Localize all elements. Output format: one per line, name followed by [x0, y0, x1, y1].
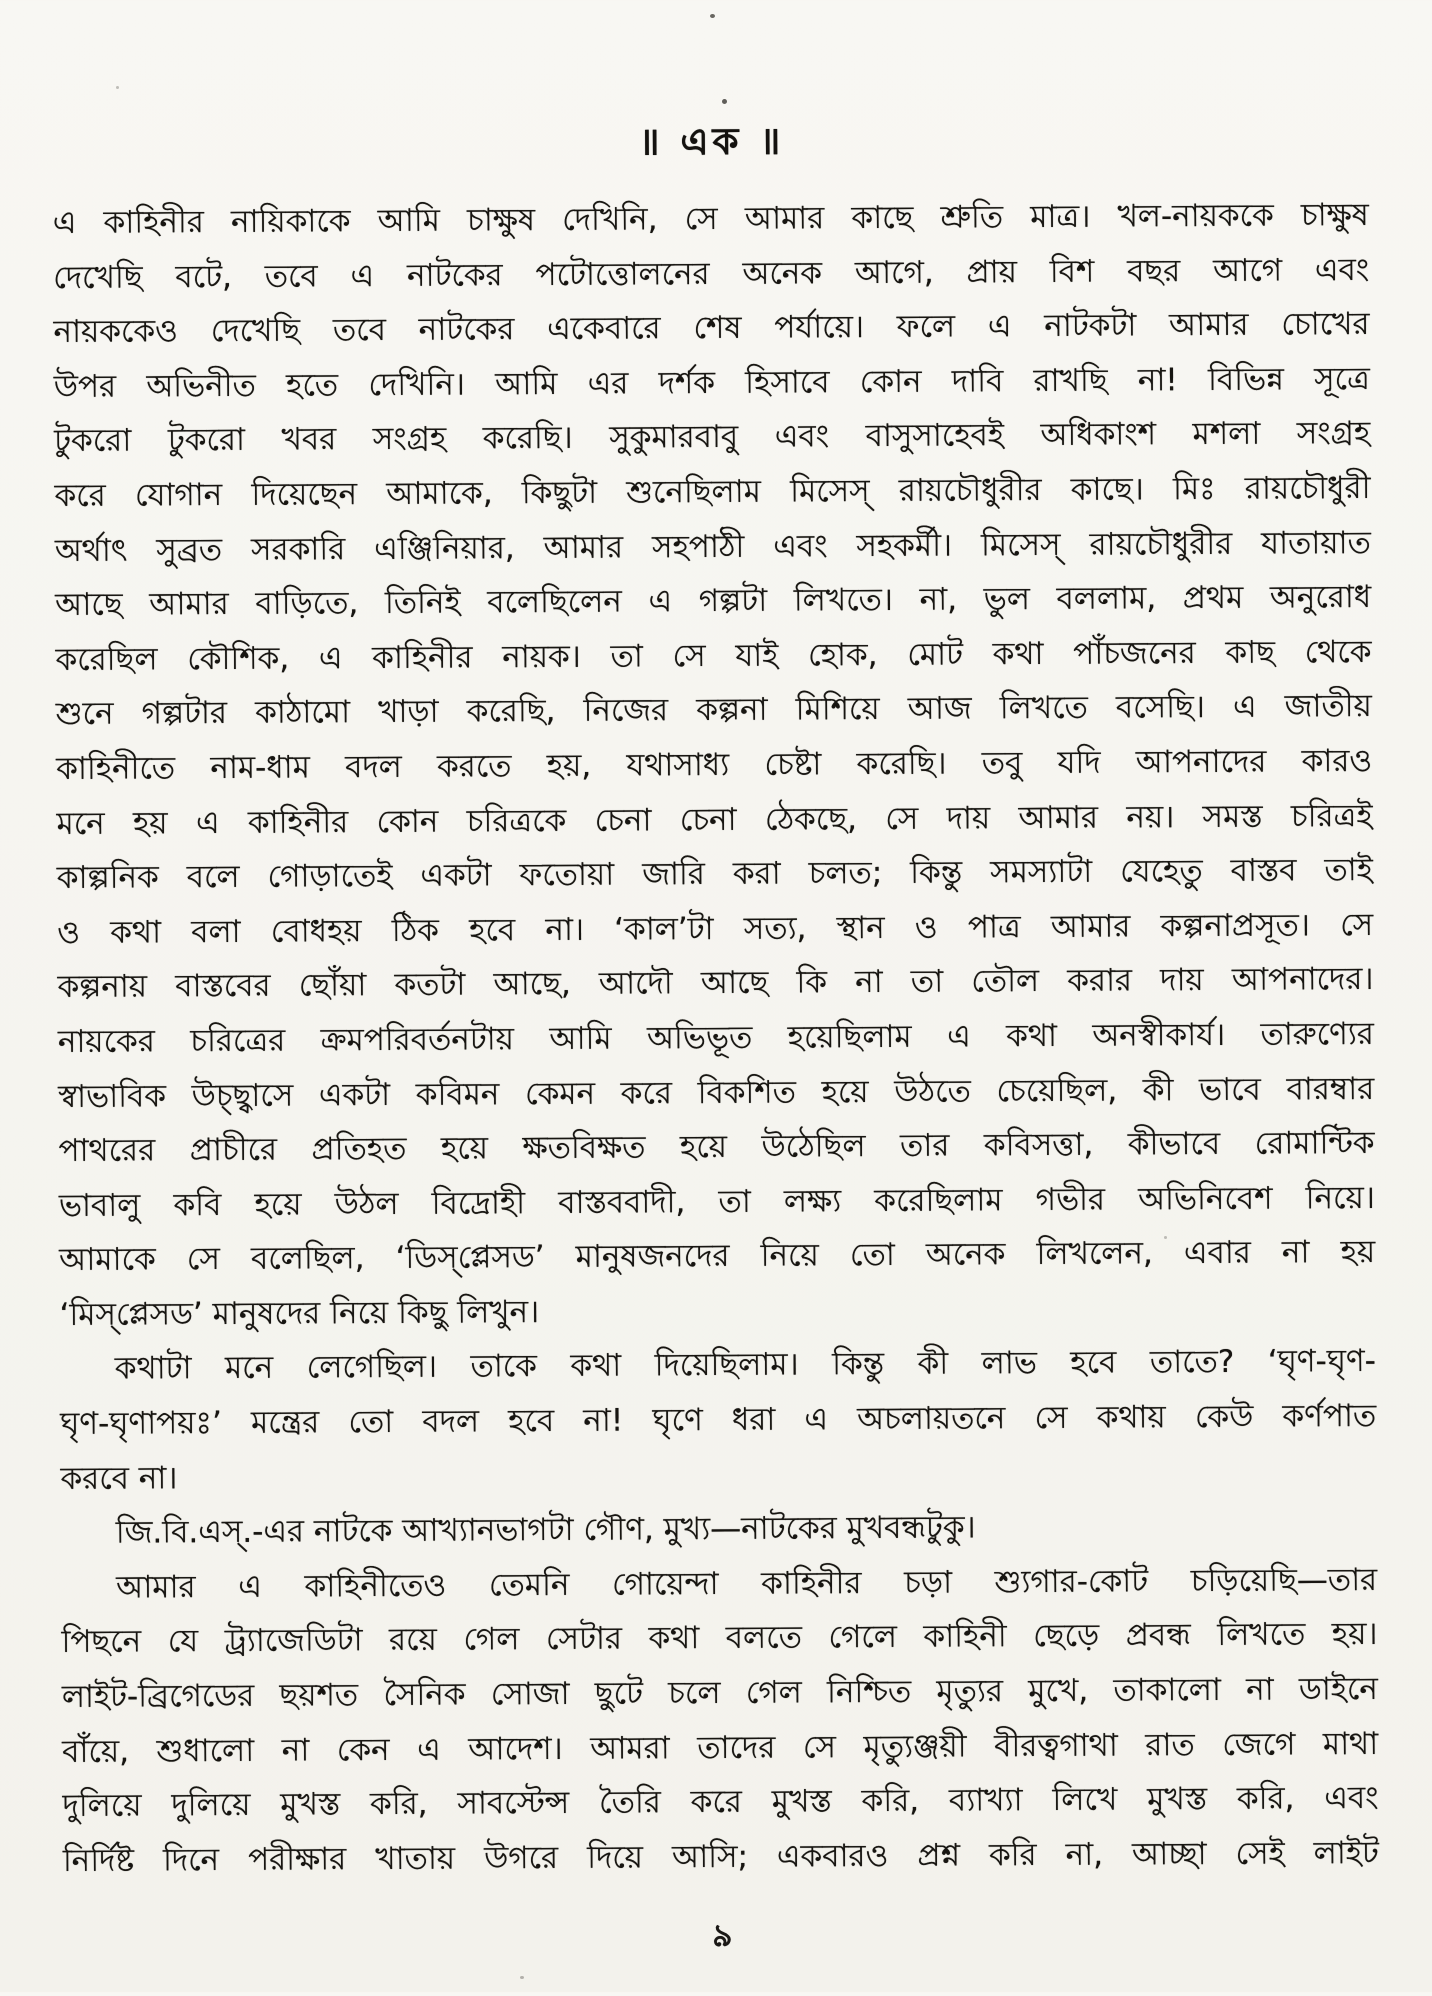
text-line: উপর অভিনীত হতে দেখিনি। আমি এর দর্শক হিসাবে কোন দাবি রাখছি না! বিভিন্ন সূত্রে — [53, 360, 1370, 405]
text-line: কল্পনায় বাস্তবের ছোঁয়া কতটা আছে, আদৌ আছে কি না তা তৌল করার দায় আপনাদের। — [57, 961, 1374, 1006]
text-line: লাইট-ব্রিগেডের ছয়শত সৈনিক সোজা ছুটে চলে গেল নিশ্চিত মৃত্যুর মুখে, তাকালো না ডাইনে — [61, 1671, 1378, 1716]
text-line: শুনে গল্পটার কাঠামো খাড়া করেছি, নিজের কল্পনা মিশিয়ে আজ লিখতে বসেছি। এ জাতীয় — [55, 688, 1372, 733]
text-line: আছে আমার বাড়িতে, তিনিই বলেছিলেন এ গল্পটা লিখতে। না, ভুল বললাম, প্রথম অনুরোধ — [55, 579, 1372, 624]
text-line: ভাবালু কবি হয়ে উঠল বিদ্রোহী বাস্তববাদী, তা লক্ষ্য করেছিলাম গভীর অভিনিবেশ নিয়ে। — [58, 1179, 1375, 1224]
scan-speck — [520, 1976, 524, 1979]
text-line: কথাটা মনে লেগেছিল। তাকে কথা দিয়েছিলাম। কিন্তু কী লাভ হবে তাতে? ‘ঘৃণ-ঘৃণ- — [114, 1343, 1376, 1388]
text-line: আমার এ কাহিনীতেও তেমনি গোয়েন্দা কাহিনীর চড়া শ্যুগার-কোট চড়িয়েছি—তার — [116, 1561, 1378, 1606]
text-line: ঘৃণ-ঘৃণাপয়ঃ’ মন্ত্রের তো বদল হবে না! ঘৃণে ধরা এ অচলায়তনে সে কথায় কেউ কর্ণপাত — [60, 1398, 1377, 1443]
text-line: দেখেছি বটে, তবে এ নাটকের পটোত্তোলনের অনেক আগে, প্রায় বিশ বছর আগে এবং — [53, 251, 1370, 296]
text-line: এ কাহিনীর নায়িকাকে আমি চাক্ষুষ দেখিনি, সে আমার কাছে শ্রুতি মাত্র। খল-নায়ককে চাক্ষুষ — [52, 196, 1369, 242]
text-line: স্বাভাবিক উচ্ছ্বাসে একটা কবিমন কেমন করে বিকশিত হয়ে উঠতে চেয়েছিল, কী ভাবে বারম্বার — [58, 1070, 1375, 1115]
text-line: কাল্পনিক বলে গোড়াতেই একটা ফতোয়া জারি করা চলত; কিন্তু সমস্যাটা যেহেতু বাস্তব তাই — [56, 852, 1373, 897]
text-line: করবে না। — [60, 1459, 178, 1497]
text-line: জি.বি.এস্.-এর নাটকে আখ্যানভাগটা গৌণ, মুখ্য—নাটকের মুখবন্ধটুকু। — [115, 1509, 976, 1551]
page-number: ৯ — [712, 1917, 733, 1955]
chapter-heading: ॥ এক ॥ — [638, 119, 785, 164]
text-line: নির্দিষ্ট দিনে পরীক্ষার খাতায় উগরে দিয়ে আসি; একবারও প্রশ্ন করি না, আচ্ছা সেই লাইট — [62, 1834, 1379, 1879]
text-line: পাথরের প্রাচীরে প্রতিহত হয়ে ক্ষতবিক্ষত হয়ে উঠেছিল তার কবিসত্তা, কীভাবে রোমান্টিক — [58, 1125, 1375, 1170]
text-line: নায়ককেও দেখেছি তবে নাটকের একেবারে শেষ পর্যায়ে। ফলে এ নাটকটা আমার চোখের — [53, 306, 1370, 351]
text-line: আমাকে সে বলেছিল, ‘ডিস্‌প্লেসড’ মানুষজনদের নিয়ে তো অনেক লিখলেন, এবার না হয় — [59, 1234, 1376, 1279]
text-line: ‘মিস্‌প্লেসড’ মানুষদের নিয়ে কিছু লিখুন। — [59, 1293, 540, 1333]
scan-speck — [116, 86, 119, 89]
text-line: পিছনে যে ট্র্যাজেডিটা রয়ে গেল সেটার কথা বলতে গেলে কাহিনী ছেড়ে প্রবন্ধ লিখতে হয়। — [61, 1616, 1378, 1661]
text-line: করে যোগান দিয়েছেন আমাকে, কিছুটা শুনেছিলাম মিসেস্ রায়চৌধুরীর কাছে। মিঃ রায়চৌধুরী — [54, 469, 1371, 515]
body-text — [53, 188, 1379, 1888]
text-line: কাহিনীতে নাম-ধাম বদল করতে হয়, যথাসাধ্য চেষ্টা করেছি। তবু যদি আপনাদের কারও — [56, 742, 1373, 787]
text-line: ও কথা বলা বোধহয় ঠিক হবে না। ‘কাল’টা সত্য, স্থান ও পাত্র আমার কল্পনাপ্রসূত। সে — [57, 906, 1374, 951]
text-line: করেছিল কৌশিক, এ কাহিনীর নায়ক। তা সে যাই হোক, মোট কথা পাঁচজনের কাছ থেকে — [55, 633, 1372, 678]
text-line: অর্থাৎ সুব্রত সরকারি এঞ্জিনিয়ার, আমার সহপাঠী এবং সহকর্মী। মিসেস্ রায়চৌধুরীর যাতায়াত — [54, 524, 1371, 569]
scan-speck — [722, 99, 727, 104]
text-line: মনে হয় এ কাহিনীর কোন চরিত্রকে চেনা চেনা ঠেকছে, সে দায় আমার নয়। সমস্ত চরিত্রই — [56, 797, 1373, 842]
text-line: বাঁয়ে, শুধালো না কেন এ আদেশ। আমরা তাদের সে মৃত্যুঞ্জয়ী বীরত্বগাথা রাত জেগে মাথা — [62, 1725, 1379, 1770]
text-line: দুলিয়ে দুলিয়ে মুখস্ত করি, সাবস্টেন্স তৈরি করে মুখস্ত করি, ব্যাখ্যা লিখে মুখস্ত করি, এবং — [62, 1780, 1379, 1825]
text-line: নায়কের চরিত্রের ক্রমপরিবর্তনটায় আমি অভিভূত হয়েছিলাম এ কথা অনস্বীকার্য। তারুণ্যের — [57, 1015, 1374, 1060]
text-line: টুকরো টুকরো খবর সংগ্রহ করেছি। সুকুমারবাবু এবং বাসুসাহেবই অধিকাংশ মশলা সংগ্রহ — [54, 415, 1371, 460]
scan-speck — [1164, 1236, 1167, 1239]
scan-speck — [710, 14, 715, 18]
